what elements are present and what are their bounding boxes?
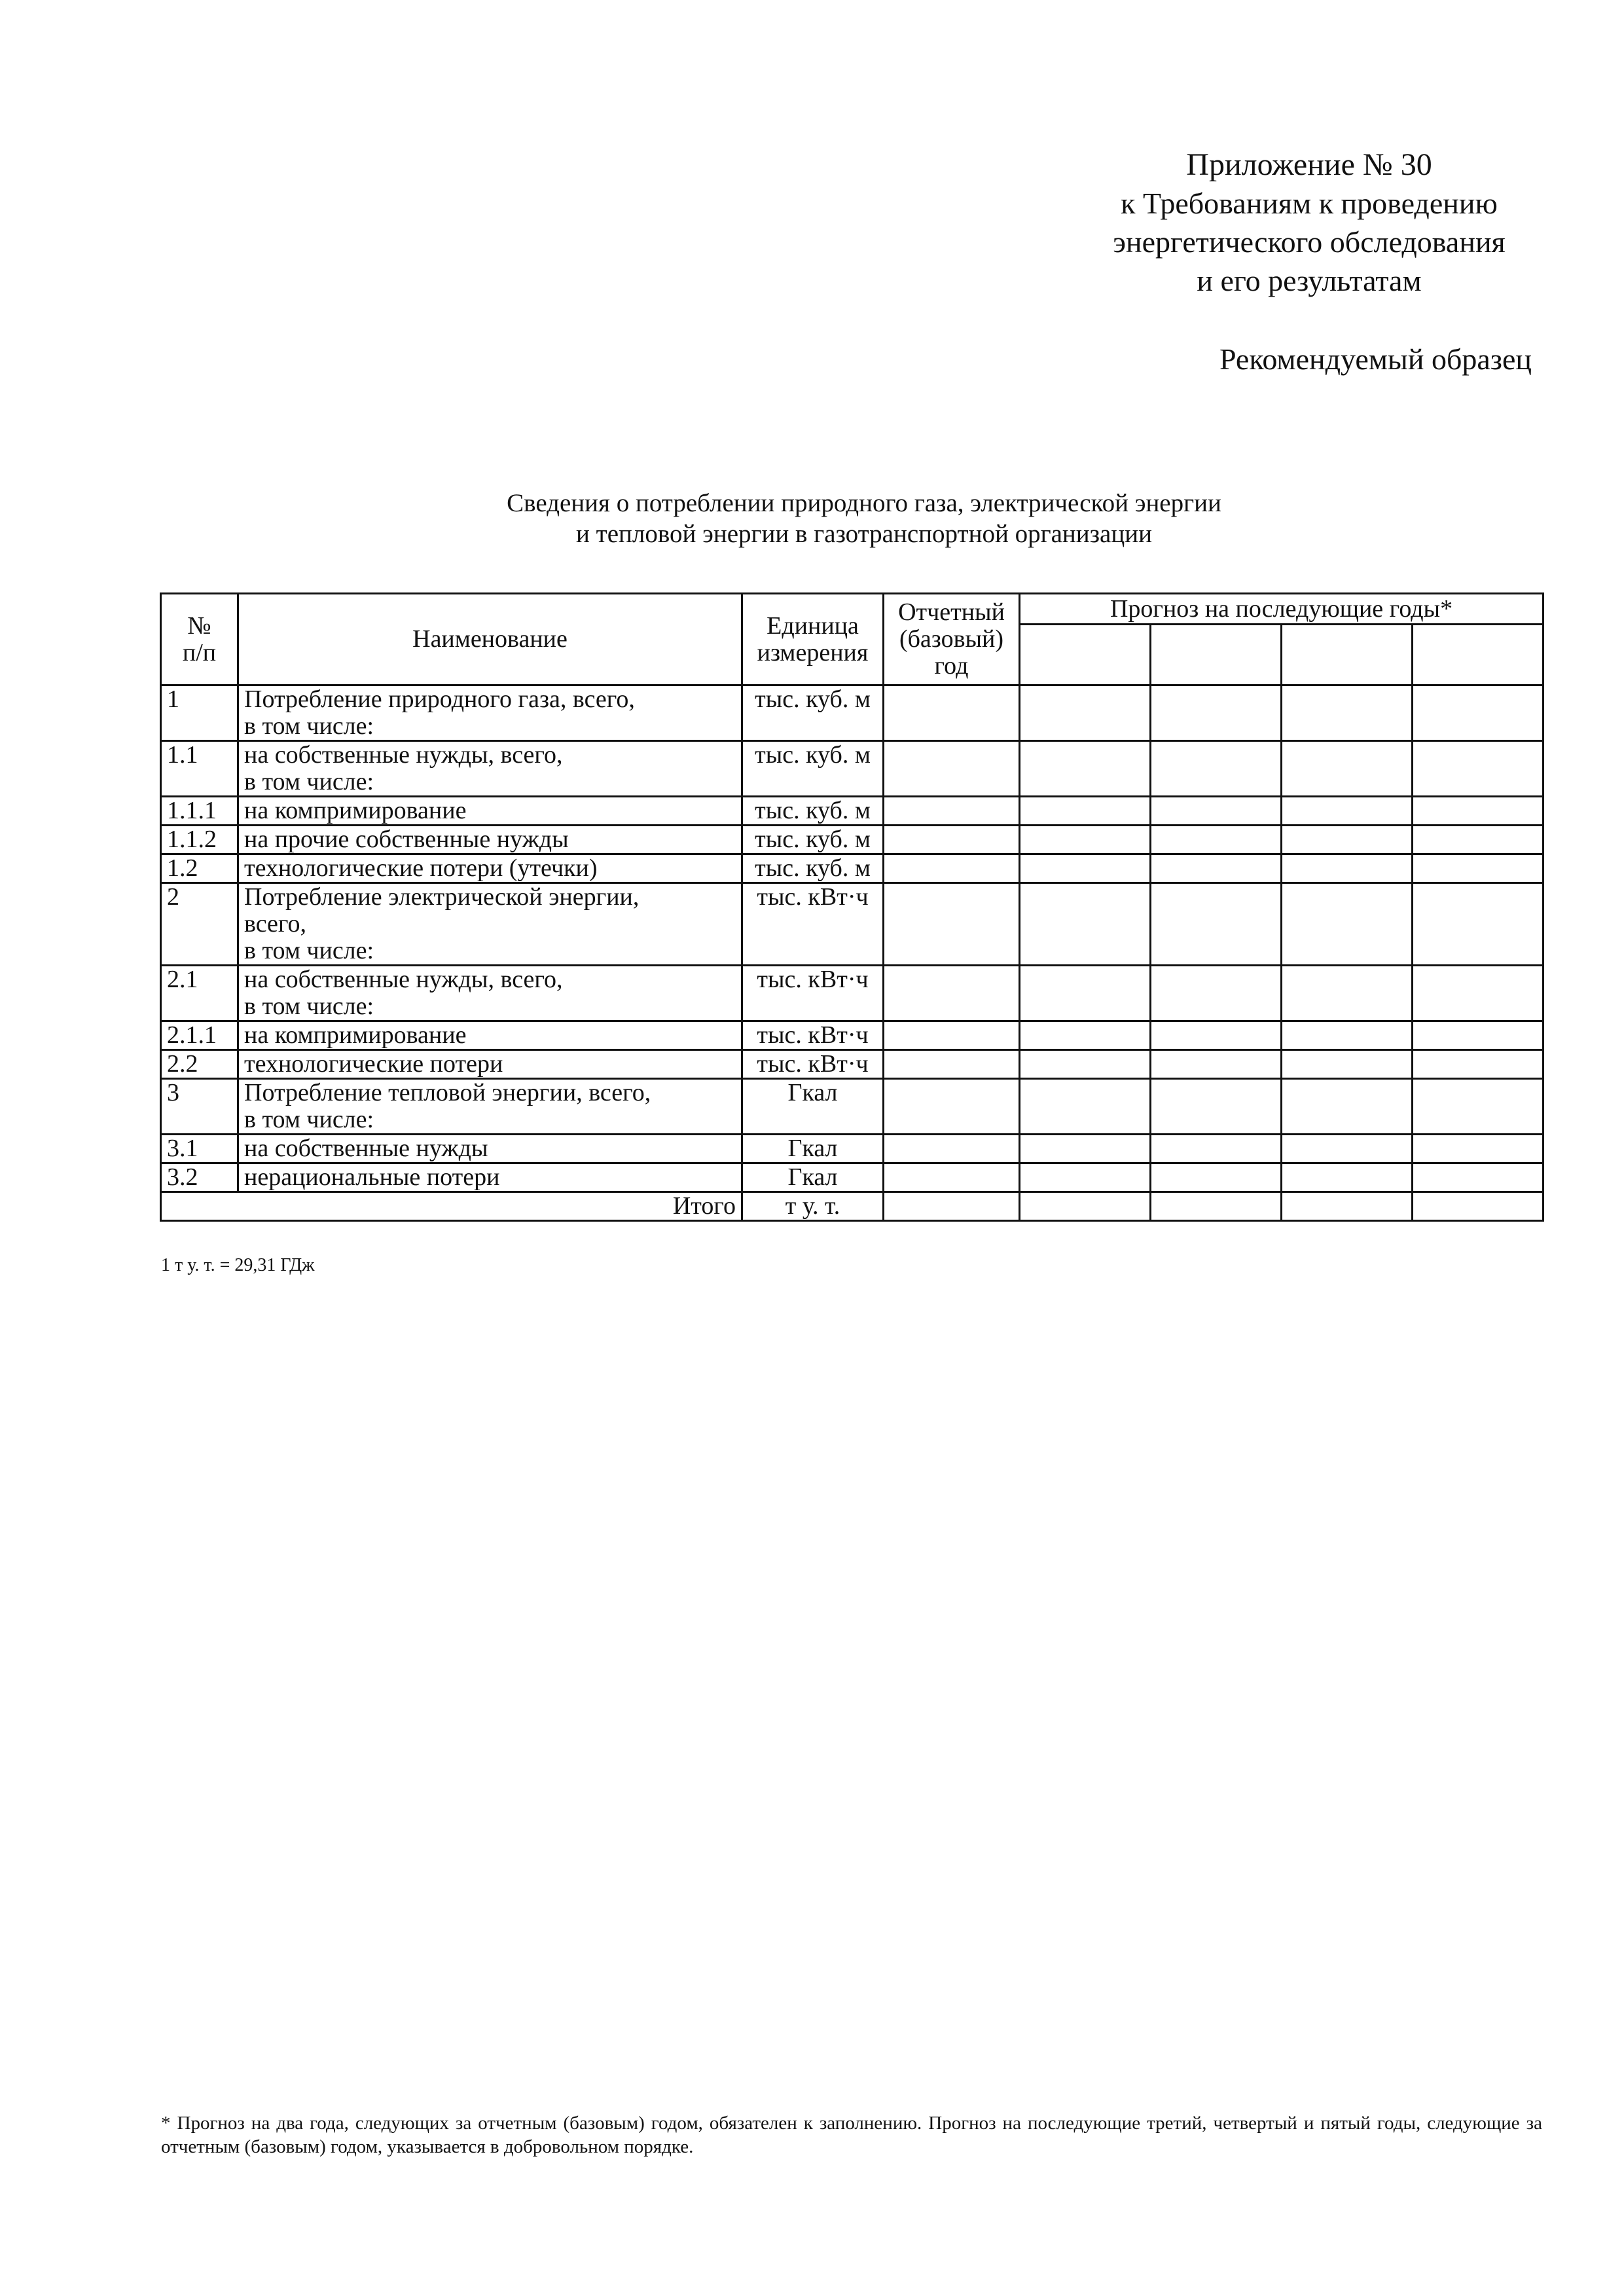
table-body bbox=[161, 685, 1543, 1221]
appendix-line-1: к Требованиям к проведению bbox=[1121, 187, 1498, 220]
value-cell[interactable] bbox=[884, 1135, 1020, 1163]
value-cell[interactable] bbox=[1151, 1135, 1282, 1163]
heading-line-1: Сведения о потреблении природного газа, электрической энергии bbox=[507, 489, 1221, 517]
row-unit: тыс. куб. м bbox=[742, 854, 884, 883]
value-cell[interactable] bbox=[1151, 966, 1282, 1021]
value-cell[interactable] bbox=[884, 797, 1020, 826]
footnote: * Прогноз на два года, следующих за отчетным (базовым) годом, обязателен к заполнению. Прогноз на последующие третий, четвертый и пятый годы, следующие за отчетным (базовым) годом, указывается в добровольном порядке. bbox=[161, 2113, 1542, 2157]
forecast-year-cell[interactable] bbox=[1413, 625, 1543, 685]
row-name: Потребление тепловой энергии, всего, в том числе: bbox=[238, 1079, 742, 1135]
row-number: 2.1.1 bbox=[161, 1021, 238, 1050]
value-cell[interactable] bbox=[1282, 1079, 1413, 1135]
value-cell[interactable] bbox=[1413, 741, 1543, 797]
row-unit: тыс. куб. м bbox=[742, 685, 884, 741]
value-cell[interactable] bbox=[884, 685, 1020, 741]
value-cell[interactable] bbox=[1151, 1192, 1282, 1221]
row-name: Потребление природного газа, всего, в том числе: bbox=[238, 685, 742, 741]
value-cell[interactable] bbox=[1413, 826, 1543, 854]
value-cell[interactable] bbox=[1020, 797, 1151, 826]
row-name: на собственные нужды, всего, в том числе: bbox=[238, 741, 742, 797]
row-number: 3.1 bbox=[161, 1135, 238, 1163]
value-cell[interactable] bbox=[884, 826, 1020, 854]
value-cell[interactable] bbox=[1151, 1163, 1282, 1192]
forecast-year-cell[interactable] bbox=[1020, 625, 1151, 685]
value-cell[interactable] bbox=[1020, 741, 1151, 797]
sample-label: Рекомендуемый образец bbox=[1219, 342, 1532, 376]
row-unit: тыс. кВт·ч bbox=[742, 883, 884, 966]
value-cell[interactable] bbox=[1020, 826, 1151, 854]
value-cell[interactable] bbox=[884, 966, 1020, 1021]
value-cell[interactable] bbox=[1151, 854, 1282, 883]
row-number: 3 bbox=[161, 1079, 238, 1135]
table-row bbox=[161, 1079, 1543, 1135]
consumption-table bbox=[160, 592, 1544, 1222]
value-cell[interactable] bbox=[1413, 1163, 1543, 1192]
row-name: на собственные нужды, всего, в том числе: bbox=[238, 966, 742, 1021]
row-unit: тыс. куб. м bbox=[742, 826, 884, 854]
conversion-note: 1 т у. т. = 29,31 ГДж bbox=[161, 1255, 315, 1275]
row-number: 2 bbox=[161, 883, 238, 966]
value-cell[interactable] bbox=[1151, 1079, 1282, 1135]
value-cell[interactable] bbox=[1413, 1192, 1543, 1221]
row-name: технологические потери (утечки) bbox=[238, 854, 742, 883]
total-label: Итого bbox=[161, 1192, 742, 1221]
value-cell[interactable] bbox=[1282, 741, 1413, 797]
value-cell[interactable] bbox=[1020, 883, 1151, 966]
value-cell[interactable] bbox=[1282, 1163, 1413, 1192]
value-cell[interactable] bbox=[1282, 826, 1413, 854]
value-cell[interactable] bbox=[1282, 854, 1413, 883]
row-number: 1.1.1 bbox=[161, 797, 238, 826]
row-name: на компримирование bbox=[238, 797, 742, 826]
row-number: 1.1 bbox=[161, 741, 238, 797]
value-cell[interactable] bbox=[1413, 1135, 1543, 1163]
value-cell[interactable] bbox=[1151, 1021, 1282, 1050]
value-cell[interactable] bbox=[1151, 685, 1282, 741]
value-cell[interactable] bbox=[1282, 883, 1413, 966]
row-unit: Гкал bbox=[742, 1079, 884, 1135]
table-row bbox=[161, 685, 1543, 741]
value-cell[interactable] bbox=[1151, 826, 1282, 854]
value-cell[interactable] bbox=[884, 1050, 1020, 1079]
value-cell[interactable] bbox=[1020, 854, 1151, 883]
row-number: 2.1 bbox=[161, 966, 238, 1021]
value-cell[interactable] bbox=[1151, 741, 1282, 797]
table-row bbox=[161, 826, 1543, 854]
value-cell[interactable] bbox=[1151, 1050, 1282, 1079]
table-row bbox=[161, 797, 1543, 826]
row-unit: тыс. кВт·ч bbox=[742, 1050, 884, 1079]
row-number: 2.2 bbox=[161, 1050, 238, 1079]
header-base-year: Отчетный (базовый) год bbox=[884, 594, 1020, 685]
total-unit: т у. т. bbox=[742, 1192, 884, 1221]
row-unit: Гкал bbox=[742, 1163, 884, 1192]
table-row bbox=[161, 1021, 1543, 1050]
value-cell[interactable] bbox=[1020, 1192, 1151, 1221]
row-number: 1 bbox=[161, 685, 238, 741]
header-num: № п/п bbox=[161, 594, 238, 685]
row-name: на компримирование bbox=[238, 1021, 742, 1050]
value-cell[interactable] bbox=[884, 854, 1020, 883]
appendix-line-2: энергетического обследования bbox=[1113, 225, 1506, 259]
header-name: Наименование bbox=[238, 594, 742, 685]
table-row bbox=[161, 741, 1543, 797]
forecast-year-cell[interactable] bbox=[1282, 625, 1413, 685]
table-row bbox=[161, 854, 1543, 883]
appendix-title: Приложение № 30 bbox=[1186, 147, 1432, 182]
forecast-year-cell[interactable] bbox=[1151, 625, 1282, 685]
row-name: на прочие собственные нужды bbox=[238, 826, 742, 854]
value-cell[interactable] bbox=[1413, 685, 1543, 741]
row-name: Потребление электрической энергии, всего, в том числе: bbox=[238, 883, 742, 966]
value-cell[interactable] bbox=[1020, 1135, 1151, 1163]
value-cell[interactable] bbox=[1282, 797, 1413, 826]
value-cell[interactable] bbox=[884, 741, 1020, 797]
table-row-total bbox=[161, 1192, 1543, 1221]
row-unit: тыс. кВт·ч bbox=[742, 1021, 884, 1050]
value-cell[interactable] bbox=[1282, 685, 1413, 741]
appendix-line-3: и его результатам bbox=[1197, 264, 1422, 297]
value-cell[interactable] bbox=[1413, 1050, 1543, 1079]
row-name: нерациональные потери bbox=[238, 1163, 742, 1192]
document-heading bbox=[327, 488, 1401, 549]
value-cell[interactable] bbox=[884, 1079, 1020, 1135]
row-unit: тыс. куб. м bbox=[742, 741, 884, 797]
value-cell[interactable] bbox=[1020, 966, 1151, 1021]
header-unit: Единица измерения bbox=[742, 594, 884, 685]
table-row bbox=[161, 1135, 1543, 1163]
value-cell[interactable] bbox=[1151, 883, 1282, 966]
table-row bbox=[161, 966, 1543, 1021]
value-cell[interactable] bbox=[1020, 1021, 1151, 1050]
row-unit: тыс. кВт·ч bbox=[742, 966, 884, 1021]
row-name: технологические потери bbox=[238, 1050, 742, 1079]
value-cell[interactable] bbox=[884, 883, 1020, 966]
value-cell[interactable] bbox=[1282, 966, 1413, 1021]
value-cell[interactable] bbox=[1151, 797, 1282, 826]
table-row bbox=[161, 1163, 1543, 1192]
value-cell[interactable] bbox=[1020, 1163, 1151, 1192]
appendix-header bbox=[1047, 145, 1571, 300]
value-cell[interactable] bbox=[1413, 797, 1543, 826]
value-cell[interactable] bbox=[1413, 883, 1543, 966]
header-forecast: Прогноз на последующие годы* bbox=[1020, 594, 1543, 625]
value-cell[interactable] bbox=[884, 1192, 1020, 1221]
value-cell[interactable] bbox=[1282, 1021, 1413, 1050]
row-unit: Гкал bbox=[742, 1135, 884, 1163]
value-cell[interactable] bbox=[1282, 1135, 1413, 1163]
row-number: 1.1.2 bbox=[161, 826, 238, 854]
table-row bbox=[161, 1050, 1543, 1079]
value-cell[interactable] bbox=[1413, 1021, 1543, 1050]
value-cell[interactable] bbox=[1413, 1079, 1543, 1135]
heading-line-2: и тепловой энергии в газотранспортной организации bbox=[576, 520, 1152, 548]
row-number: 3.2 bbox=[161, 1163, 238, 1192]
value-cell[interactable] bbox=[1413, 854, 1543, 883]
value-cell[interactable] bbox=[1020, 1079, 1151, 1135]
value-cell[interactable] bbox=[1020, 685, 1151, 741]
value-cell[interactable] bbox=[884, 1021, 1020, 1050]
value-cell[interactable] bbox=[1282, 1192, 1413, 1221]
row-name: на собственные нужды bbox=[238, 1135, 742, 1163]
table-row bbox=[161, 883, 1543, 966]
value-cell[interactable] bbox=[1020, 1050, 1151, 1079]
value-cell[interactable] bbox=[1413, 966, 1543, 1021]
row-unit: тыс. куб. м bbox=[742, 797, 884, 826]
row-number: 1.2 bbox=[161, 854, 238, 883]
value-cell[interactable] bbox=[884, 1163, 1020, 1192]
value-cell[interactable] bbox=[1282, 1050, 1413, 1079]
